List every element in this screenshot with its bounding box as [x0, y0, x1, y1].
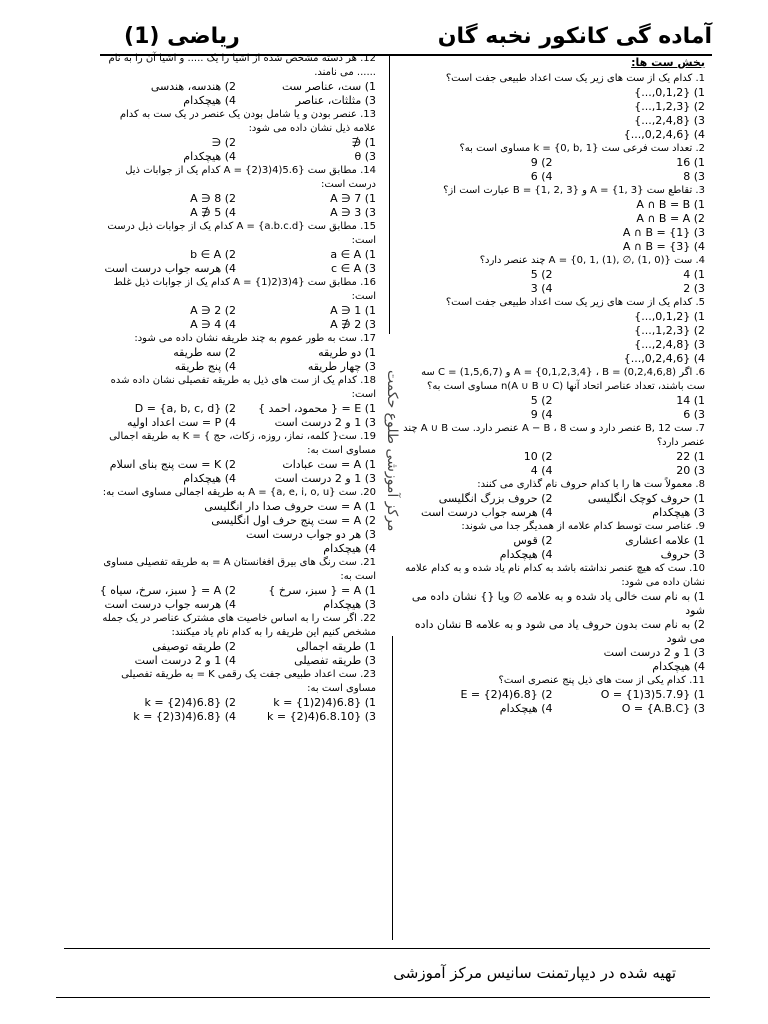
- answer-option: 2) A ∩ B = A: [636, 212, 705, 225]
- answer-option: 4) 4 ∈ A: [190, 318, 236, 331]
- question-text: 21. ست رنگ های بیرق افغانستان A = به طریقه تفصیلی مساوی است به:: [103, 557, 376, 582]
- option-list: [400, 394, 705, 422]
- answer-option: 3) 2 ∉ A: [330, 318, 376, 331]
- question-item: [96, 220, 376, 276]
- question-list-left: [96, 52, 376, 724]
- answer-option: 4) 3: [530, 282, 553, 295]
- answer-option: 2) {1,2,3,...}: [634, 100, 705, 113]
- answer-option: 4) هیچکدام: [183, 94, 236, 107]
- answer-option: 3) A ∩ B = {1}: [622, 226, 705, 239]
- question-item: [400, 520, 705, 562]
- question-item: [400, 674, 705, 716]
- answer-option: 3) {2,4,8,...}: [634, 338, 705, 351]
- question-item: [400, 478, 705, 520]
- answer-option: 1) O = {1)3)5.7.9}: [600, 688, 705, 701]
- question-text: 5. کدام یک از ست های زیر یک ست اعداد طبیعی جفت است؟: [445, 297, 705, 308]
- answer-option: 1) E = { محمود، احمد }: [258, 402, 376, 415]
- answer-option: 3) θ: [354, 150, 376, 163]
- answer-option: 2) سه طریقه: [173, 346, 236, 359]
- question-item: [96, 52, 376, 108]
- question-item: [400, 562, 705, 674]
- option-list: [400, 590, 705, 674]
- option-list: [400, 156, 705, 184]
- question-item: [96, 486, 376, 556]
- answer-option: 4) هیچکدام: [499, 548, 553, 561]
- answer-option: 1) {0,1,2,...}: [634, 86, 705, 99]
- answer-option: 4) 4: [530, 464, 553, 477]
- option-list: [96, 192, 376, 220]
- answer-option: 1) ست، عناصر ست: [281, 80, 376, 93]
- option-list: [96, 136, 376, 164]
- answer-option: 2) 5: [530, 394, 553, 407]
- question-item: [400, 254, 705, 296]
- answer-option: 2) {1,2,3,...}: [634, 324, 705, 337]
- answer-option: 1) A ∩ B = B: [636, 198, 705, 211]
- question-text: 11. کدام یکی از ست های ذیل پنج عنصری است؟: [498, 675, 705, 686]
- answer-option: 1) k = {1)2)4)6.8}: [273, 696, 376, 709]
- question-item: [96, 332, 376, 374]
- answer-option: 1) 1 ∈ A: [330, 304, 376, 317]
- option-list: [400, 198, 705, 254]
- answer-option: 3) 1 و 2 درست است: [274, 416, 376, 429]
- answer-option: 3) حروف: [660, 548, 705, 561]
- option-list: [400, 450, 705, 478]
- answer-option: 4) هرسه جواب درست است: [104, 598, 236, 611]
- answer-option: 3) 8: [683, 170, 705, 183]
- question-item: [400, 366, 705, 422]
- question-text: 1. کدام یک از ست های زیر یک ست اعداد طبیعی جفت است؟: [445, 73, 705, 84]
- answer-option: 2) 10: [523, 450, 553, 463]
- answer-option: 1) 7 ∈ A: [330, 192, 376, 205]
- answer-option: 4) 5 ∉ A: [190, 206, 236, 219]
- option-list: [96, 402, 376, 430]
- answer-option: 4) 9: [530, 408, 553, 421]
- question-item: [400, 72, 705, 142]
- question-item: [96, 430, 376, 486]
- answer-option: 2) D = {a, b, c, d}: [134, 402, 236, 415]
- subject-title: ریاضی (1): [124, 24, 240, 49]
- answer-option: 1) ∉: [351, 136, 376, 149]
- answer-option: 3) k = {2)4)6.8.10}: [267, 710, 376, 723]
- answer-option: 4) هیچکدام: [183, 150, 236, 163]
- answer-option: 2) 5: [530, 268, 553, 281]
- left-column: [96, 52, 376, 724]
- answer-option: 3) 1 و 2 درست است: [603, 646, 705, 659]
- answer-option: 3) 1 و 2 درست است: [274, 472, 376, 485]
- option-list: [96, 346, 376, 374]
- answer-option: 1) حروف کوچک انگلیسی: [587, 492, 705, 505]
- question-text: 18. کدام یک از ست های ذیل به طریقه تفصیلی نشان داده شده است:: [110, 375, 376, 400]
- section-title: بخش ست ها:: [631, 56, 705, 69]
- question-item: [96, 374, 376, 430]
- question-item: [96, 276, 376, 332]
- answer-option: 3) 2: [683, 282, 705, 295]
- answer-option: 4) هرسه جواب درست است: [421, 506, 553, 519]
- answer-option: 4) {0,2,4,6,...}: [623, 128, 705, 141]
- answer-option: 3) 6: [683, 408, 705, 421]
- answer-option: 2) ∈: [211, 136, 236, 149]
- answer-option: 1) به نام ست خالی یاد شده و به علامه ∅ ویا {} نشان داده می شود: [411, 590, 705, 617]
- answer-option: 3) چهار طریقه: [307, 360, 376, 373]
- answer-option: 1) دو طریقه: [318, 346, 376, 359]
- question-text: 12. هر دسته مشخص شده از اشیا را یک ..... و اشیا آن را به نام ...... می نامند.: [108, 53, 376, 78]
- column-divider-lower: [392, 636, 393, 940]
- question-item: [400, 296, 705, 366]
- answer-option: 4) k = {2)3)4)6.8}: [133, 710, 236, 723]
- answer-option: 4) هیچکدام: [323, 542, 376, 555]
- answer-option: 1) A = ست حروف صدا دار انگلیسی: [204, 500, 376, 513]
- answer-option: 1) علامه اعشاری: [625, 534, 705, 547]
- answer-option: 3) هیچکدام: [323, 598, 376, 611]
- option-list: [96, 304, 376, 332]
- right-column: [400, 56, 705, 716]
- option-list: [400, 268, 705, 296]
- footer-divider-top: [64, 948, 710, 949]
- question-text: 16. مطابق ست A = {1)2)3)4} کدام یک از جوابات ذیل غلط است:: [113, 277, 376, 302]
- answer-option: 1) A = { سبز، سرخ }: [268, 584, 376, 597]
- question-text: 13. عنصر بودن و یا شامل بودن یک عنصر در یک ست به کدام علامه ذیل نشان داده می شود:: [119, 109, 376, 134]
- question-text: 8. معمولاً ست ها را با کدام حروف نام گذاری می کنند:: [477, 479, 705, 490]
- answer-option: 2) 2 ∈ A: [190, 304, 236, 317]
- answer-option: 3) {2,4,8,...}: [634, 114, 705, 127]
- question-text: 4. ست A = {0, 1, (1), ∅, (1, 0)} چند عنصر دارد؟: [479, 255, 705, 266]
- question-text: 10. ست که هیچ عنصر نداشته باشد به کدام نام یاد شده و به کدام علامه نشان داده می شود:: [405, 563, 705, 588]
- answer-option: 2) به نام ست بدون حروف یاد می شود و به علامه B نشان داده می شود: [414, 618, 705, 645]
- answer-option: 3) c ∈ A: [331, 262, 376, 275]
- answer-option: 1) 16: [676, 156, 705, 169]
- option-list: [400, 86, 705, 142]
- question-text: 7. ست B, 12 عنصر دارد و ست A − B ، 8 عنصر دارد. ست A ∪ B چند عنصر دارد؟: [403, 423, 705, 448]
- option-list: [96, 584, 376, 612]
- answer-option: 1) طریقه اجمالی: [296, 640, 376, 653]
- answer-option: 1) {0,1,2,...}: [634, 310, 705, 323]
- answer-option: 2) حروف بزرگ انگلیسی: [438, 492, 553, 505]
- answer-option: 4) پنج طریقه: [174, 360, 236, 373]
- option-list: [400, 492, 705, 520]
- answer-option: 4) هرسه جواب درست است: [104, 262, 236, 275]
- question-list-right: [400, 72, 705, 716]
- answer-option: 2) طریقه توصیفی: [152, 640, 236, 653]
- question-text: 3. تقاطع ست A = {1, 3} و B = {1, 2, 3} عبارت است از؟: [443, 185, 705, 196]
- answer-option: 1) a ∈ A: [330, 248, 376, 261]
- watermark-text: مرکز آموزشی طلوع حکمت: [384, 370, 400, 532]
- answer-option: 2) A = ست پنج حرف اول انگلیسی: [211, 514, 376, 527]
- footer-text: تهیه شده در دیپارتمنت سانیس مرکز آموزشی: [393, 964, 676, 982]
- answer-option: 4) 1 و 2 درست است: [134, 654, 236, 667]
- question-item: [96, 612, 376, 668]
- answer-option: 2) A = { سبز، سرخ، سیاه }: [99, 584, 236, 597]
- answer-option: 2) قوس: [513, 534, 553, 547]
- question-text: 15. مطابق ست A = {a.b.c.d} کدام یک از جوابات ذیل درست است:: [107, 221, 376, 246]
- option-list: [96, 500, 376, 556]
- answer-option: 4) 6: [530, 170, 553, 183]
- option-list: [400, 310, 705, 366]
- answer-option: 3) مثلثات، عناصر: [295, 94, 376, 107]
- answer-option: 3) 3 ∈ A: [330, 206, 376, 219]
- question-item: [400, 422, 705, 478]
- answer-option: 2) E = {2)4)6.8}: [460, 688, 553, 701]
- answer-option: 4) هیچکدام: [499, 702, 553, 715]
- answer-option: 4) A ∩ B = {3}: [622, 240, 705, 253]
- answer-option: 3) هر دو جواب درست است: [245, 528, 376, 541]
- question-text: 2. تعداد ست فرعی ست k = {0, b, 1} مساوی است به؟: [459, 143, 705, 154]
- footer-divider-bottom: [56, 997, 710, 998]
- answer-option: 1) 14: [676, 394, 705, 407]
- answer-option: 2) 8 ∈ A: [190, 192, 236, 205]
- answer-option: 4) هیچکدام: [652, 660, 705, 673]
- question-item: [96, 108, 376, 164]
- question-text: 20. ست A = {a, e, i, o, u} به طریقه اجمالی مساوی است به:: [102, 487, 376, 498]
- answer-option: 2) k = {2)4)6.8}: [144, 696, 236, 709]
- page-title: آماده گی کانکور نخبه گان: [437, 24, 712, 49]
- question-text: 6. اگر A = {0,1,2,3,4} ، B = (0,2,4,6,8) و C = (1,5,6,7) سه ست باشند، تعداد عناصر اتحاد آنها n(A ∪ B ∪ C) مساوی است به؟: [421, 367, 705, 392]
- question-text: 22. اگر ست را به اساس خاصیت های مشترک عناصر در یک جمله مشخص کنیم این طریقه را به کدام نام یاد میکنند:: [102, 613, 376, 638]
- option-list: [400, 534, 705, 562]
- question-item: [96, 556, 376, 612]
- question-item: [96, 668, 376, 724]
- answer-option: 2) هندسه، هندسی: [150, 80, 236, 93]
- answer-option: 1) 4: [683, 268, 705, 281]
- option-list: [96, 640, 376, 668]
- question-text: 9. عناصر ست توسط کدام علامه از همدیگر جدا می شوند:: [461, 521, 705, 532]
- answer-option: 2) b ∈ A: [190, 248, 236, 261]
- option-list: [96, 80, 376, 108]
- question-item: [96, 164, 376, 220]
- option-list: [96, 458, 376, 486]
- answer-option: 4) {0,2,4,6,...}: [623, 352, 705, 365]
- option-list: [96, 696, 376, 724]
- answer-option: 3) 20: [676, 464, 705, 477]
- question-item: [400, 184, 705, 254]
- option-list: [96, 248, 376, 276]
- answer-option: 3) هیچکدام: [652, 506, 705, 519]
- column-divider: [389, 56, 390, 334]
- question-text: 14. مطابق ست A = {2)3)4)5.6} کدام یک از جوابات ذیل درست است:: [125, 165, 376, 190]
- question-item: [400, 142, 705, 184]
- answer-option: 3) O = {A.B.C}: [621, 702, 705, 715]
- answer-option: 2) 9: [530, 156, 553, 169]
- answer-option: 3) طریقه تفصیلی: [294, 654, 376, 667]
- question-text: 17. ست به طور عموم به چند طریقه نشان داده می شود:: [134, 333, 376, 344]
- answer-option: 4) P = ست اعداد اولیه: [127, 416, 236, 429]
- answer-option: 2) K = ست پنج بنای اسلام: [109, 458, 236, 471]
- answer-option: 1) 22: [676, 450, 705, 463]
- option-list: [400, 688, 705, 716]
- answer-option: 1) A = ست عبادات: [282, 458, 376, 471]
- answer-option: 4) هیچکدام: [183, 472, 236, 485]
- question-text: 19. ست{ کلمه، نماز، روزه، زکات، حج } = K به طریقه اجمالی مساوی است به:: [109, 431, 376, 456]
- question-text: 23. ست اعداد طبیعی جفت یک رقمی K = به طریقه تفصیلی مساوی است به:: [121, 669, 376, 694]
